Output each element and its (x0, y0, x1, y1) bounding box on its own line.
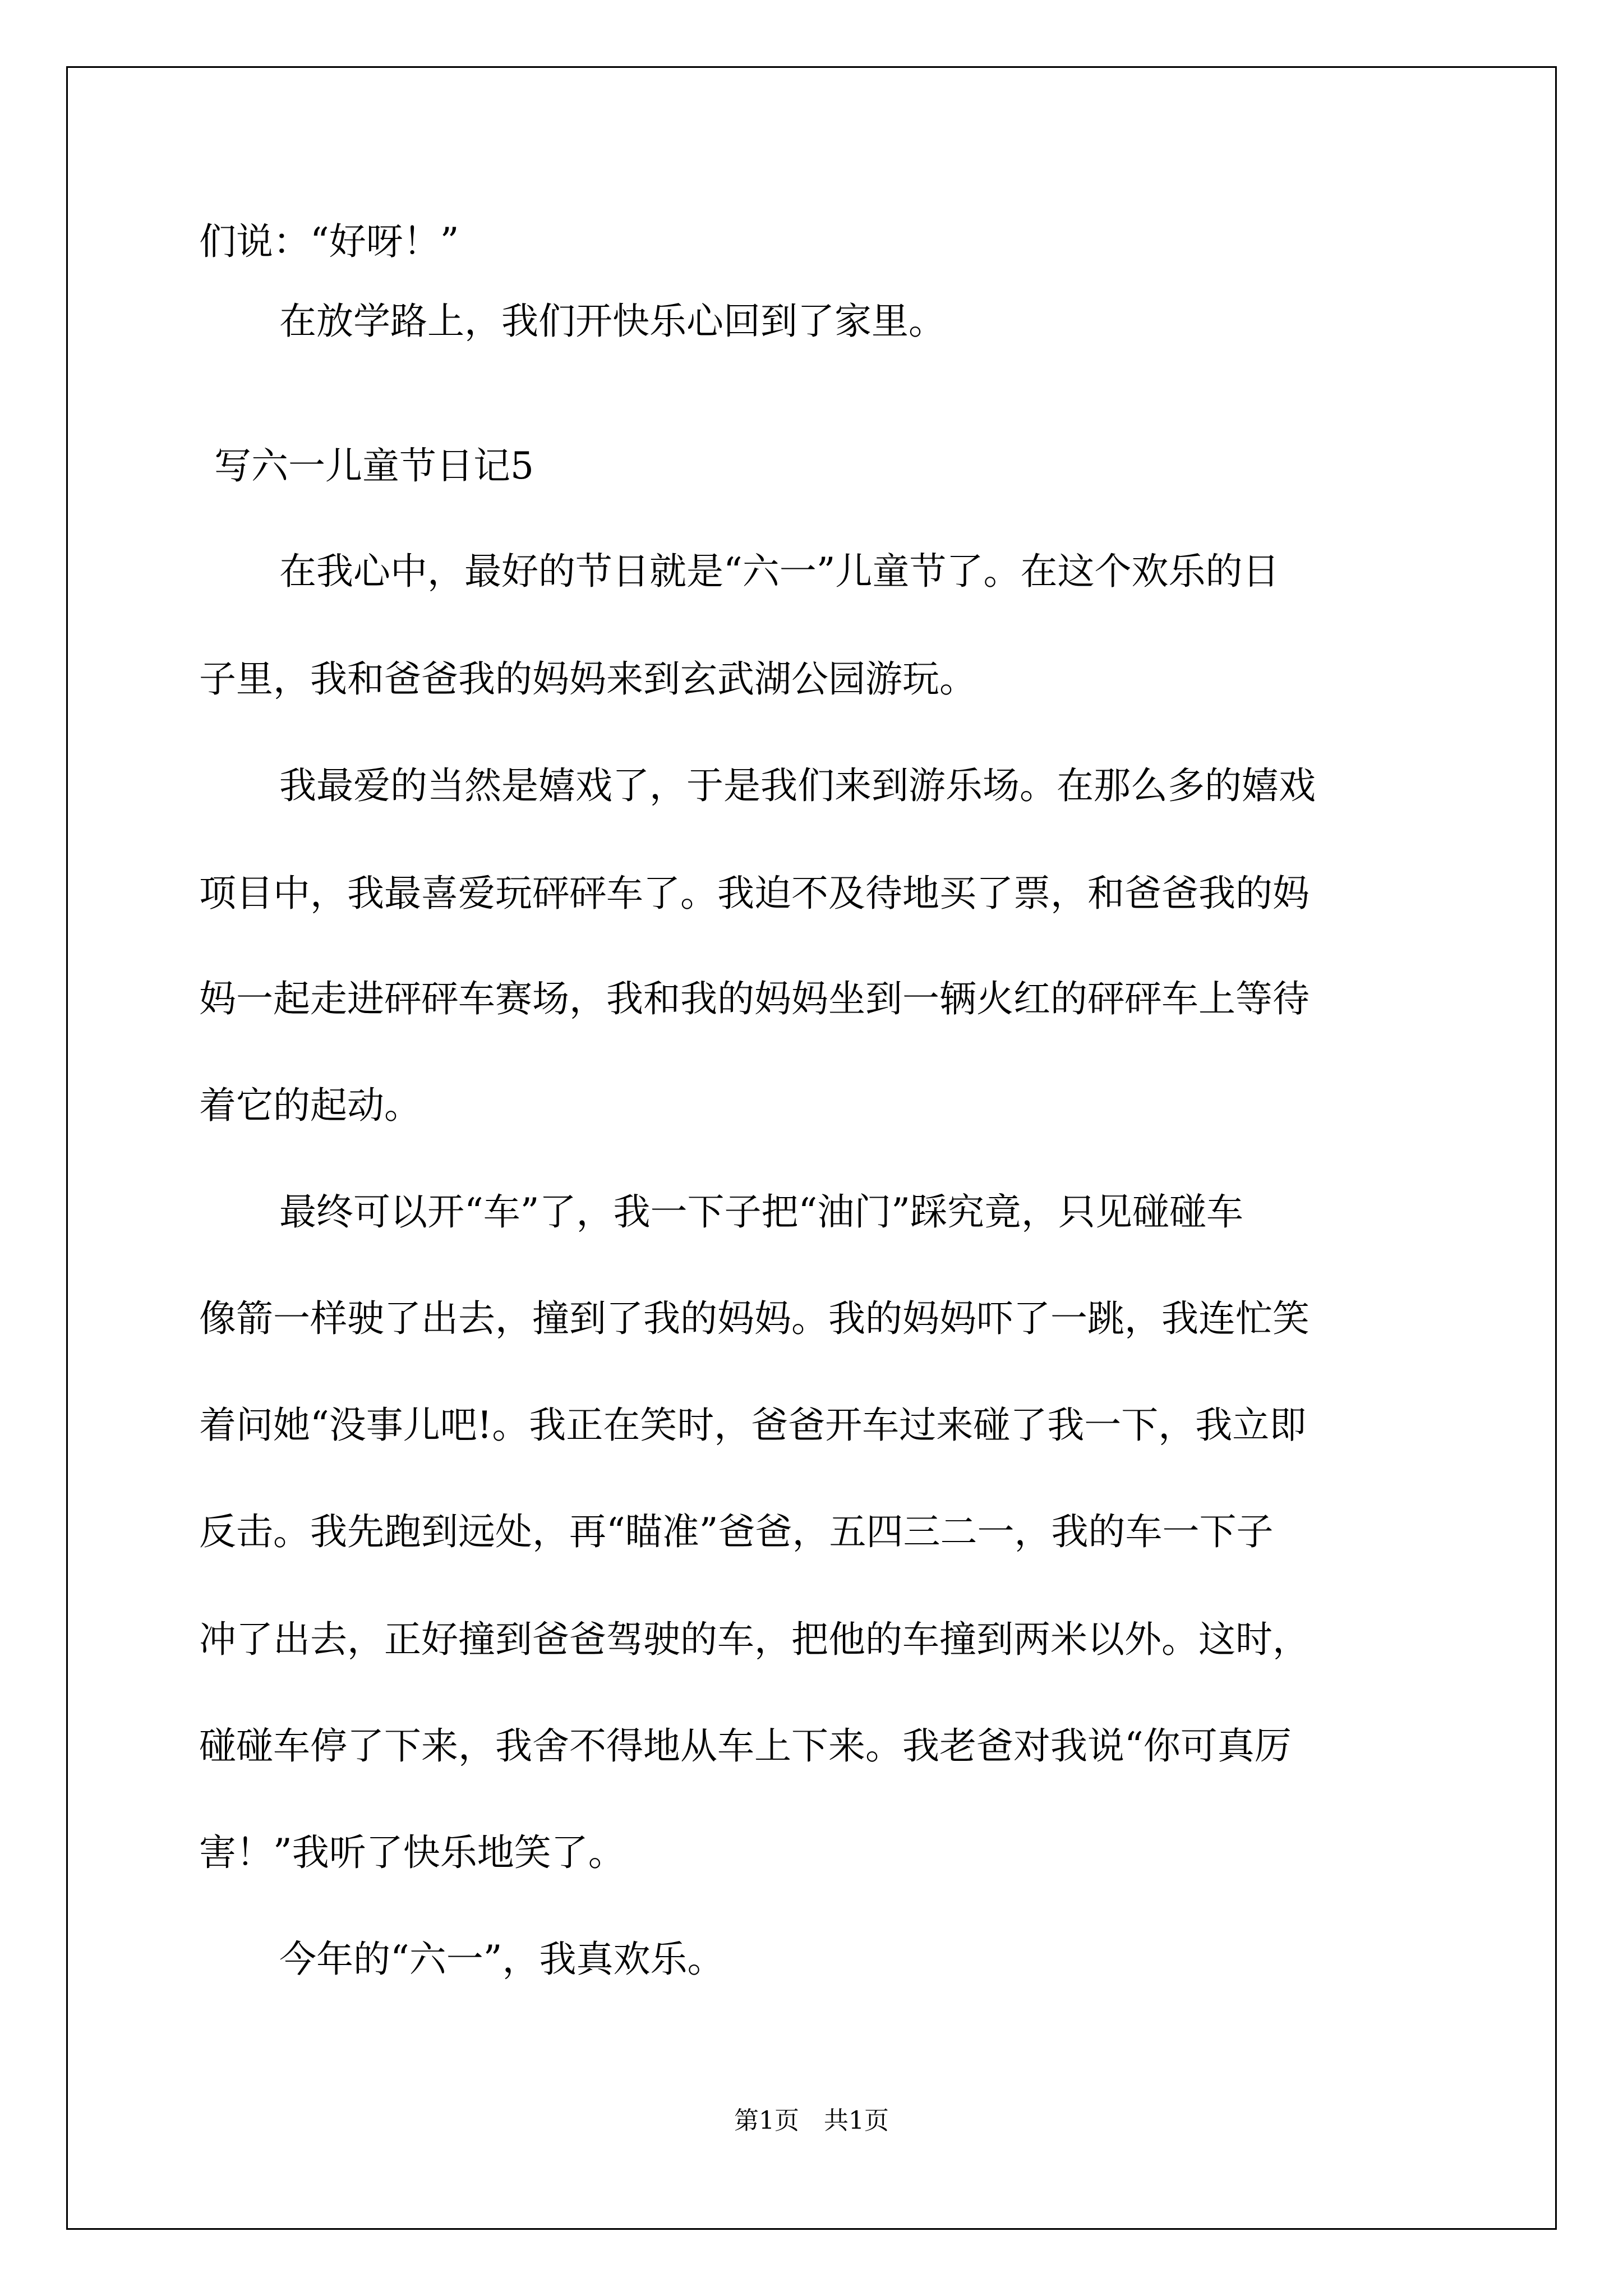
text-line: 在我心中，最好的节日就是“六一”儿童节了。在这个欢乐的日 (279, 550, 1280, 593)
text-line: 害！”我听了快乐地笑了。 (199, 1831, 625, 1874)
text-line: 碰碰车停了下来，我舍不得地从车上下来。我老爸对我说“你可真厉 (199, 1724, 1292, 1768)
text-line: 子里，我和爸爸我的妈妈来到玄武湖公园游玩。 (199, 657, 976, 701)
text-line: 着它的起动。 (199, 1084, 421, 1127)
text-line: 项目中，我最喜爱玩砰砰车了。我迫不及待地买了票，和爸爸我的妈 (199, 872, 1310, 915)
text-line: 像箭一样驶了出去，撞到了我的妈妈。我的妈妈吓了一跳，我连忙笑 (199, 1297, 1310, 1340)
page-number-footer: 第1页 共1页 (734, 2106, 889, 2135)
text-line: 反击。我先跑到远处，再“瞄准”爸爸，五四三二一，我的车一下子 (199, 1510, 1274, 1553)
page-frame (66, 66, 1557, 2230)
text-line: 我最爱的当然是嬉戏了，于是我们来到游乐场。在那么多的嬉戏 (279, 764, 1316, 807)
text-line: 今年的“六一”，我真欢乐。 (279, 1938, 725, 1981)
text-line: 冲了出去，正好撞到爸爸驾驶的车，把他的车撞到两米以外。这时， (199, 1618, 1310, 1661)
text-line: 最终可以开“车”了，我一下子把“油门”踩究竟，只见碰碰车 (279, 1190, 1243, 1234)
text-line: 们说：“好呀！” (199, 220, 459, 263)
text-line: 着问她“没事儿吧!。我正在笑时，爸爸开车过来碰了我一下，我立即 (199, 1404, 1307, 1447)
text-line: 在放学路上，我们开快乐心回到了家里。 (279, 300, 946, 343)
section-heading: 写六一儿童节日记5 (214, 444, 534, 487)
text-line: 妈一起走进砰砰车赛场，我和我的妈妈坐到一辆火红的砰砰车上等待 (199, 977, 1310, 1020)
